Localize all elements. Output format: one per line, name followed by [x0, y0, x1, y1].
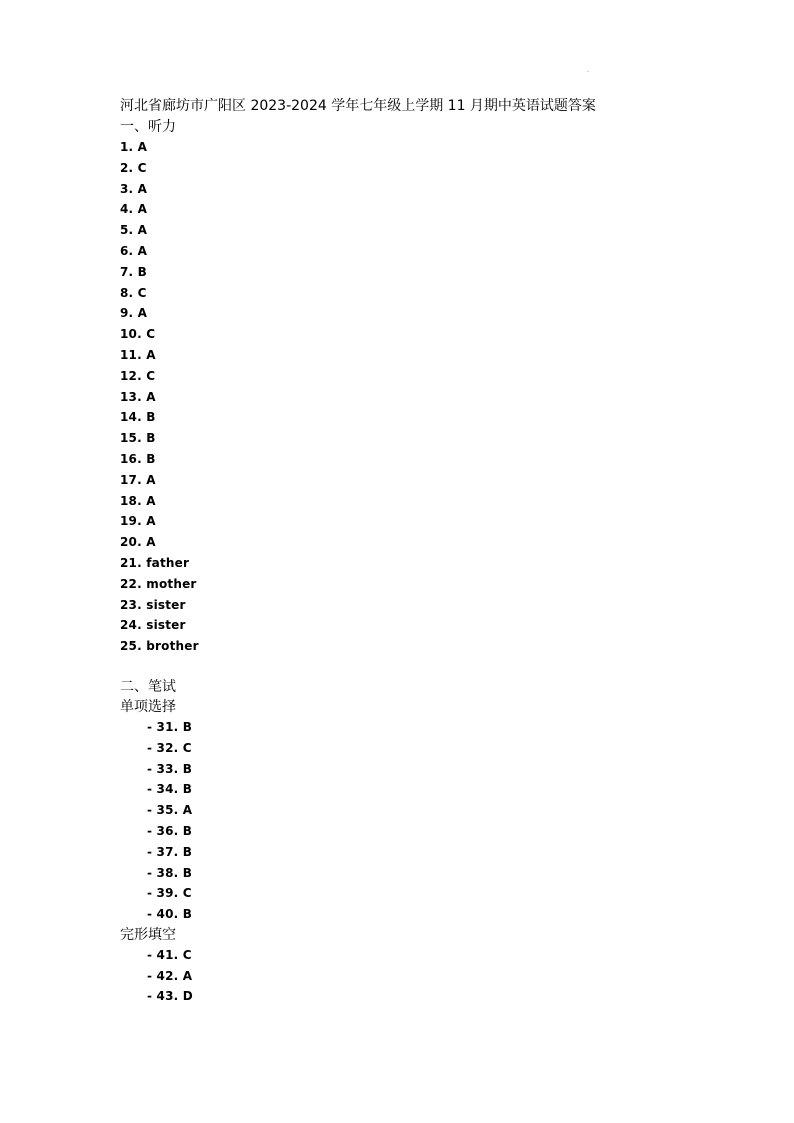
answer-item: 22. mother: [120, 576, 197, 591]
answer-item: 14. B: [120, 410, 156, 425]
answer-item: - 38. B: [147, 865, 193, 880]
answer-item: - 31. B: [147, 719, 193, 734]
answer-item: - 34. B: [147, 782, 193, 797]
answer-item: 10. C: [120, 327, 156, 342]
answer-item: - 33. B: [147, 761, 193, 776]
answer-item: 15. B: [120, 431, 156, 446]
answer-item: 8. C: [120, 285, 147, 300]
answer-item: 6. A: [120, 243, 148, 258]
answer-item: - 40. B: [147, 907, 193, 922]
single-choice-answer-list: [120, 717, 760, 925]
answer-item: 13. A: [120, 389, 156, 404]
answer-item: 5. A: [120, 223, 148, 238]
answer-item: 12. C: [120, 368, 156, 383]
answer-item: 19. A: [120, 514, 156, 529]
cloze-answer-list: [120, 945, 760, 1007]
answer-item: 9. A: [120, 306, 148, 321]
answer-item: 18. A: [120, 493, 156, 508]
answer-item: 3. A: [120, 181, 148, 196]
corner-mark: .: [587, 67, 589, 74]
section-heading-written: 二、笔试: [120, 678, 176, 695]
answer-item: 17. A: [120, 472, 156, 487]
section-heading-listening: 一、听力: [120, 119, 176, 135]
document-title: 河北省廊坊市广阳区 2023-2024 学年七年级上学期 11 月期中英语试题答案: [120, 98, 596, 114]
listening-answer-list: [120, 137, 760, 657]
answer-item: - 37. B: [147, 844, 193, 859]
answer-item: 2. C: [120, 160, 147, 175]
answer-item: 20. A: [120, 535, 156, 550]
subsection-heading-cloze: 完形填空: [120, 926, 176, 943]
answer-item: - 35. A: [147, 803, 193, 818]
answer-item: 25. brother: [120, 639, 199, 654]
answer-item: 4. A: [120, 202, 148, 217]
answer-item: 1. A: [120, 140, 148, 154]
answer-item: 16. B: [120, 451, 156, 466]
answer-item: - 43. D: [147, 989, 193, 1004]
answer-item: 11. A: [120, 347, 156, 362]
subsection-heading-single-choice: 单项选择: [120, 698, 176, 715]
answer-item: - 41. C: [147, 947, 192, 962]
answer-item: 23. sister: [120, 597, 186, 612]
section-spacer: [120, 657, 760, 677]
answer-item: 7. B: [120, 264, 148, 279]
answer-item: 24. sister: [120, 618, 186, 633]
answer-item: 21. father: [120, 555, 190, 570]
answer-item: - 32. C: [147, 740, 192, 755]
answer-item: - 39. C: [147, 886, 192, 901]
answer-item: - 42. A: [147, 968, 193, 983]
document-content: [120, 96, 760, 1007]
answer-item: - 36. B: [147, 823, 193, 838]
